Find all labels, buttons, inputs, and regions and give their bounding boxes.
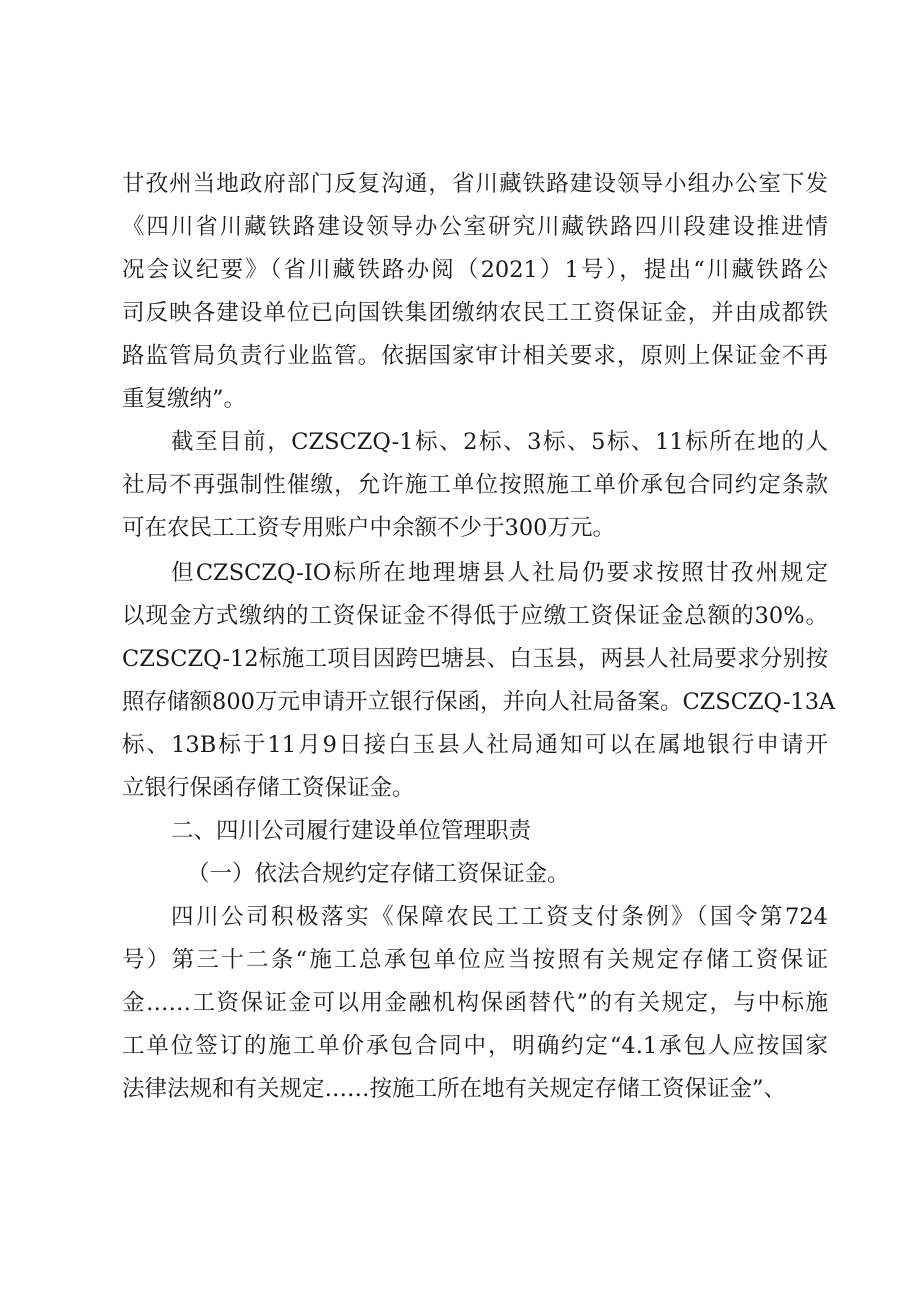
- paragraph-line: 但CZSCZQ-IO标所在地理塘县人社局仍要求按照甘孜州规定: [171, 560, 828, 586]
- paragraph-line: 金……工资保证金可以用金融机构保函替代”的有关规定，与中标施: [122, 990, 828, 1016]
- paragraph-line: 社局不再强制性催缴，允许施工单位按照施工单价承包合同约定条款: [122, 472, 828, 498]
- paragraph-line: 况会议纪要》（省川藏铁路办阅（2021）1号），提出“川藏铁路公: [122, 257, 828, 283]
- paragraph-line: 甘孜州当地政府部门反复沟通，省川藏铁路建设领导小组办公室下发: [122, 171, 828, 197]
- paragraph-line: 号）第三十二条“施工总承包单位应当按照有关规定存储工资保证: [122, 947, 828, 973]
- paragraph-line: 可在农民工工资专用账户中余额不少于300万元。: [122, 515, 615, 541]
- paragraph-line: 标、13B标于11月9日接白玉县人社局通知可以在属地银行申请开: [122, 732, 828, 758]
- paragraph-line: CZSCZQ-12标施工项目因跨巴塘县、白玉县，两县人社局要求分别按: [122, 646, 828, 672]
- paragraph-line: 《四川省川藏铁路建设领导办公室研究川藏铁路四川段建设推进情: [122, 214, 828, 240]
- section-heading: 二、四川公司履行建设单位管理职责: [171, 818, 532, 844]
- paragraph-line: 重复缴纳”。: [122, 386, 247, 412]
- paragraph-line: 四川公司积极落实《保障农民工工资支付条例》（国令第724: [171, 904, 828, 930]
- paragraph-line: 截至目前，CZSCZQ-1标、2标、3标、5标、11标所在地的人: [171, 429, 828, 455]
- paragraph-line: 照存储额800万元申请开立银行保函，并向人社局备案。CZSCZQ-13A: [122, 689, 836, 715]
- paragraph-line: 路监管局负责行业监管。依据国家审计相关要求，原则上保证金不再: [122, 343, 828, 369]
- paragraph-line: 司反映各建设单位已向国铁集团缴纳农民工工资保证金，并由成都铁: [122, 300, 828, 326]
- paragraph-line: 立银行保函存储工资保证金。: [122, 775, 415, 801]
- subsection-heading: （一）依法合规约定存储工资保证金。: [187, 861, 570, 887]
- paragraph-line: 以现金方式缴纳的工资保证金不得低于应缴工资保证金总额的30%。: [122, 603, 828, 629]
- paragraph-line: 法律法规和有关规定……按施工所在地有关规定存储工资保证金”、: [122, 1076, 787, 1102]
- paragraph-line: 工单位签订的施工单价承包合同中，明确约定“4.1承包人应按国家: [122, 1033, 828, 1059]
